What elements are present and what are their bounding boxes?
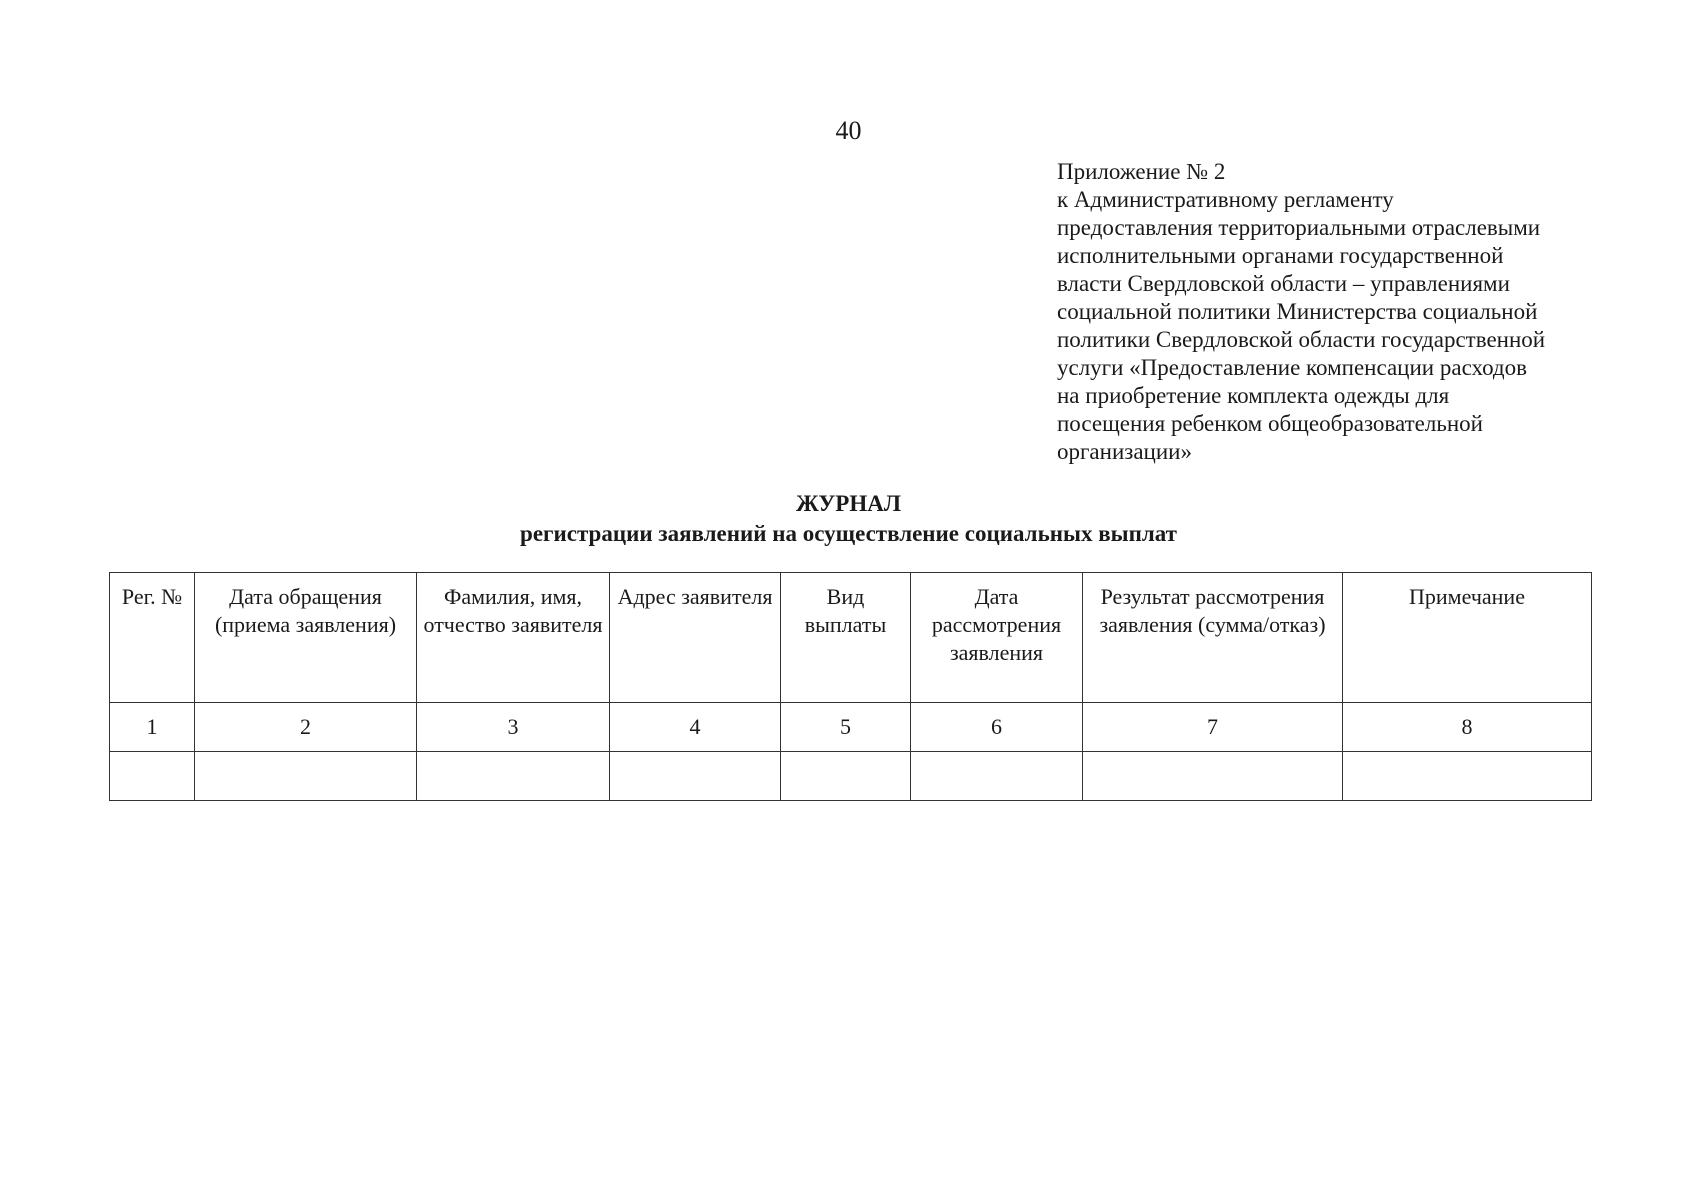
annex-line: к Административному регламенту <box>1057 187 1394 212</box>
annex-line: социальной политики Министерства социальной <box>1057 299 1538 324</box>
annex-line: услуги «Предоставление компенсации расходов <box>1057 355 1527 380</box>
empty-cell <box>1083 752 1343 801</box>
column-header-note: Примечание <box>1343 573 1592 703</box>
annex-line: посещения ребенком общеобразовательной <box>1057 411 1483 436</box>
column-header-review-date: Дата рассмотрения заявления <box>911 573 1083 703</box>
column-header-request-date: Дата обращения (приема заявления) <box>195 573 417 703</box>
annex-line: предоставления территориальными отраслевыми <box>1057 215 1541 240</box>
empty-cell <box>110 752 195 801</box>
annex-line: власти Свердловской области – управлениями <box>1057 271 1510 296</box>
column-number: 7 <box>1083 703 1343 752</box>
column-number: 6 <box>911 703 1083 752</box>
column-header-reg-number: Рег. № <box>110 573 195 703</box>
empty-cell <box>781 752 911 801</box>
annex-line: на приобретение комплекта одежды для <box>1057 383 1450 408</box>
header-row <box>110 573 1592 703</box>
annex-line: организации» <box>1057 439 1192 464</box>
column-number: 8 <box>1343 703 1592 752</box>
annex-block <box>1057 158 1617 466</box>
document-title: ЖУРНАЛ <box>796 491 901 516</box>
empty-cell <box>911 752 1083 801</box>
column-number: 3 <box>417 703 610 752</box>
column-header-applicant-address: Адрес заявителя <box>610 573 781 703</box>
column-number: 4 <box>610 703 781 752</box>
column-header-applicant-name: Фамилия, имя, отчество заявителя <box>417 573 610 703</box>
document-subtitle: регистрации заявлений на осуществление социальных выплат <box>520 521 1177 546</box>
annex-line: Приложение № 2 <box>1057 159 1226 184</box>
journal-table <box>109 572 1592 801</box>
column-header-payment-type: Вид выплаты <box>781 573 911 703</box>
page-number: 40 <box>835 116 862 145</box>
empty-cell <box>417 752 610 801</box>
empty-cell <box>1343 752 1592 801</box>
annex-line: исполнительными органами государственной <box>1057 243 1504 268</box>
column-number: 1 <box>110 703 195 752</box>
empty-cell <box>610 752 781 801</box>
annex-line: политики Свердловской области государственной <box>1057 327 1546 352</box>
column-header-review-result: Результат рассмотрения заявления (сумма/отказ) <box>1083 573 1343 703</box>
column-number: 5 <box>781 703 911 752</box>
empty-entry-row <box>110 752 1592 801</box>
empty-cell <box>195 752 417 801</box>
column-number-row <box>110 703 1592 752</box>
column-number: 2 <box>195 703 417 752</box>
